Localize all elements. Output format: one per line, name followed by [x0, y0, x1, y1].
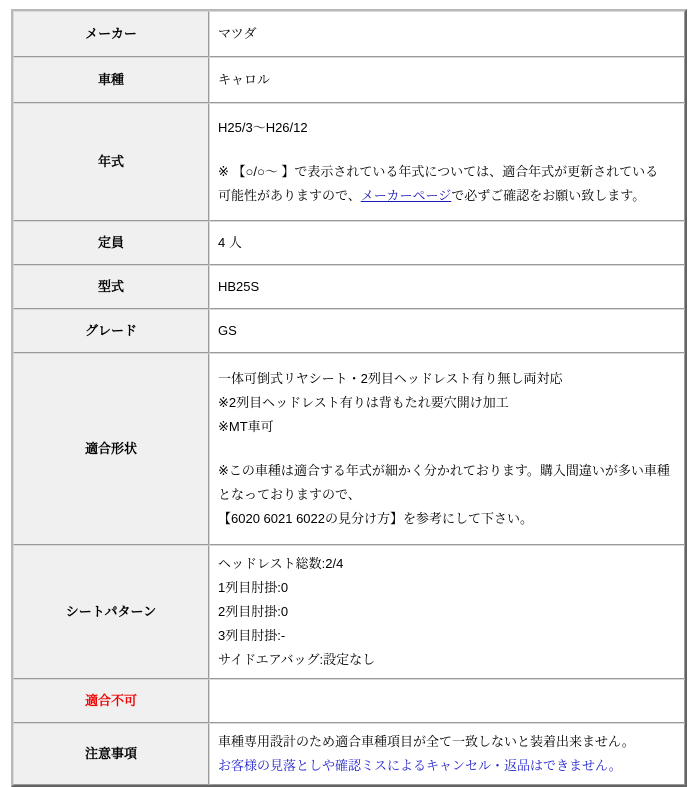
row-value-grade — [209, 309, 685, 353]
row-label-model: 車種 — [13, 57, 209, 103]
year-spacer — [218, 140, 684, 160]
shape-line-2: ※2列目ヘッドレスト有りは背もたれ要穴開け加工 — [218, 395, 509, 410]
table-row — [13, 723, 685, 785]
row3-armrest: 3列目肘掛:- — [218, 628, 286, 643]
table-row — [13, 11, 685, 57]
row-label-capacity: 定員 — [13, 221, 209, 265]
caution-line-2: お客様の見落としや確認ミスによるキャンセル・返品はできません。 — [218, 758, 622, 773]
row-value-capacity — [209, 221, 685, 265]
row-label-year: 年式 — [13, 103, 209, 221]
table-row — [13, 545, 685, 679]
shape-note-line-2: となっておりますので、 — [218, 487, 361, 502]
maker-value: マツダ — [218, 26, 257, 41]
maker-page-link[interactable]: メーカーページ — [360, 188, 452, 203]
caution-line-1: 車種専用設計のため適合車種項目が全て一致しないと装着出来ません。 — [218, 734, 635, 749]
shape-line-1: 一体可倒式リヤシート・2列目ヘッドレスト有り無し両対応 — [218, 371, 563, 386]
shape-note-line-1: ※この車種は適合する年式が細かく分かれております。購入間違いが多い車種 — [218, 463, 670, 478]
row-label-shape: 適合形状 — [13, 353, 209, 545]
year-note-prefix: 可能性がありますので、 — [218, 188, 361, 203]
table-row — [13, 265, 685, 309]
row-value-model — [209, 57, 685, 103]
table-row — [13, 353, 685, 545]
table-row — [13, 679, 685, 723]
row2-armrest: 2列目肘掛:0 — [218, 604, 289, 619]
shape-spacer — [218, 439, 684, 459]
table-row — [13, 57, 685, 103]
row-value-seat-pattern — [209, 545, 685, 679]
capacity-value: 4 人 — [218, 235, 242, 250]
row-label-caution: 注意事項 — [13, 723, 209, 785]
year-note-line-1: ※ 【○/○〜 】で表示されている年式については、適合年式が更新されている — [218, 164, 659, 179]
grade-value: GS — [218, 323, 237, 338]
side-airbag: サイドエアバッグ:設定なし — [218, 652, 376, 667]
table-row — [13, 221, 685, 265]
shape-line-3: ※MT車可 — [218, 419, 274, 434]
row-label-type: 型式 — [13, 265, 209, 309]
row-value-year — [209, 103, 685, 221]
vehicle-compatibility-table — [11, 9, 687, 787]
type-value: HB25S — [218, 279, 260, 294]
table-row — [13, 309, 685, 353]
year-range-value: H25/3〜H26/12 — [218, 120, 308, 135]
year-note-suffix: で必ずご確認をお願い致します。 — [451, 188, 646, 203]
table-row — [13, 103, 685, 221]
model-value: キャロル — [218, 72, 271, 87]
row-value-not-compatible — [209, 679, 685, 723]
row-value-caution — [209, 723, 685, 785]
shape-note-line-3: 【6020 6021 6022の見分け方】を参考にして下さい。 — [218, 511, 533, 526]
year-note-line-2 — [218, 184, 684, 208]
row-value-maker — [209, 11, 685, 57]
headrest-total: ヘッドレスト総数:2/4 — [218, 556, 344, 571]
row-label-not-compatible: 適合不可 — [13, 679, 209, 723]
row-value-shape — [209, 353, 685, 545]
row1-armrest: 1列目肘掛:0 — [218, 580, 289, 595]
row-value-type — [209, 265, 685, 309]
row-label-seat-pattern: シートパターン — [13, 545, 209, 679]
row-label-maker: メーカー — [13, 11, 209, 57]
row-label-grade: グレード — [13, 309, 209, 353]
